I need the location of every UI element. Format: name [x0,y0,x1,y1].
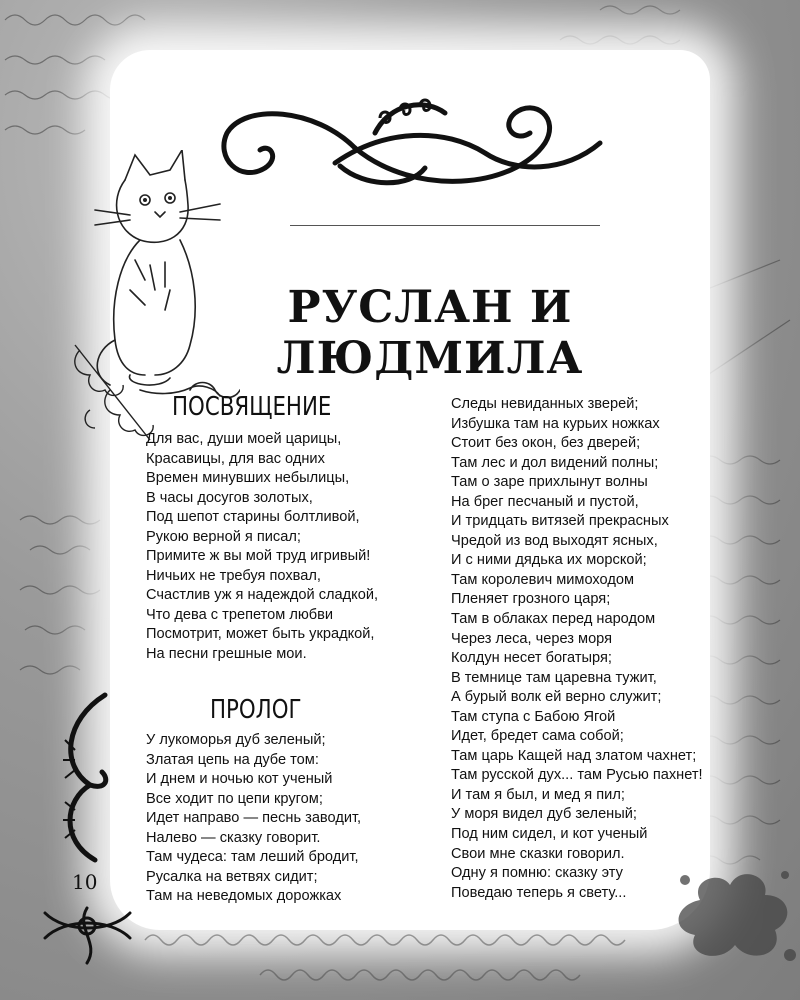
verse-line: Под шепот старины болтливой, [146,509,360,526]
verse-line: Следы невиданных зверей; [451,396,639,412]
verse-line: Там ступа с Бабою Ягой [451,708,616,725]
verse-line: Идет направо — песнь заводит, [146,810,362,827]
crescent-ornament-icon [50,690,120,865]
verse-line: Через леса, через моря [451,630,613,647]
flourish-ornament-icon [215,88,615,203]
verse-line: Примите ж вы мой труд игривый! [146,548,371,565]
verse-line: Что дева с трепетом любви [146,606,334,623]
verse-line: И с ними дядька их морской; [451,552,647,569]
verse-line: Русалка на ветвях сидит; [146,868,318,885]
verse-line: Под ним сидел, и кот ученый [451,826,648,843]
verse-line: Свои мне сказки говорил. [451,845,625,862]
verse-line: Златая цепь на дубе том: [146,751,319,768]
verse-line: А бурый волк ей верно служит; [451,689,662,706]
verse-line: Налево — сказку говорит. [146,829,321,846]
verse-line: Там русской дух... там Русью пахнет! [451,767,703,784]
verse-line: Там в облаках перед народом [451,611,656,628]
verse-line: В темнице там царевна тужит, [451,669,657,686]
verse-line: На брег песчаный и пустой, [451,493,639,510]
verse-line: Ничьих не требуя похвал, [146,567,321,584]
page-title: РУСЛАН И ЛЮДМИЛА [276,282,584,384]
verse-line: И тридцать витязей прекрасных [451,513,669,530]
knot-ornament-icon [40,898,135,968]
verse-line: Чредой из вод выходят ясных, [451,532,658,549]
verse-line: Счастлив уж я надеждой сладкой, [146,587,379,604]
bottom-handwriting-icon [140,920,700,990]
title-rule [290,225,600,226]
verse-line: Там царь Кащей над златом чахнет; [451,747,697,764]
verse-line: Красавицы, для вас одних [146,450,325,467]
verse-line: Избушка там на курьих ножках [451,415,660,432]
verse-line: Колдун несет богатыря; [451,650,612,667]
verse-line: У лукоморья дуб зеленый; [146,732,326,748]
verse-line: В часы досугов золотых, [146,489,313,506]
verse-line: Рукою верной я писал; [146,528,301,545]
dedication-verse [146,430,378,665]
verse-line: Для вас, души моей царицы, [146,431,342,447]
verse-line: Поведаю теперь я свету... [451,884,627,901]
verse-line: Все ходит по цепи кругом; [146,790,323,807]
verse-line: Посмотрит, может быть украдкой, [146,626,375,643]
verse-line: Времен минувших небылицы, [146,470,350,487]
verse-line: И там я был, и мед я пил; [451,786,625,803]
prologue-verse [146,731,361,907]
verse-line: Там королевич мимоходом [451,571,634,588]
verse-line: Одну я помню: сказку эту [451,865,623,882]
verse-line: Там чудеса: там леший бродит, [146,849,359,866]
verse-line: У моря видел дуб зеленый; [451,806,637,823]
verse-line: Стоит без окон, без дверей; [451,435,641,452]
verse-line: Пленяет грозного царя; [451,591,611,608]
verse-line: И днем и ночью кот ученый [146,771,333,788]
verse-line: Там о заре прихлынут волны [451,474,648,491]
dedication-heading: ПОСВЯЩЕНИЕ [172,392,332,422]
verse-line: Там лес и дол видений полны; [451,454,659,471]
verse-line: На песни грешные мои. [146,646,307,663]
page-number: 10 [72,870,98,894]
prologue-verse-continued [451,395,703,903]
verse-line: Там на неведомых дорожках [146,888,342,905]
verse-line: Идет, бредет сама собой; [451,728,624,745]
prologue-heading: ПРОЛОГ [210,695,302,725]
